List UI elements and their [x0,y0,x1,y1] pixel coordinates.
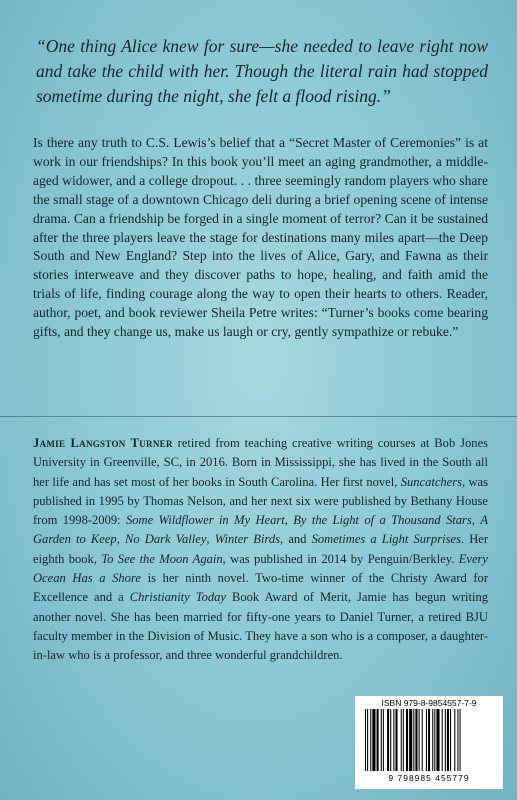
barcode-icon [361,709,497,773]
book-title: A Garden to Keep [33,513,488,547]
bio-text: is her ninth novel. Two-time winner of the Christy Award for Excellence and a [33,571,488,605]
bio-text: , was published in 1995 by Thomas Nelson, and her next six were published by Bethany House from 1998-2009: [33,474,488,528]
section-divider [0,416,517,417]
book-title: Winter Birds [214,532,281,547]
bio-text: Book Award of Merit, Jamie has begun writing another novel. She has been married for fifty-one years to Daniel Turner, a retired BJU faculty member in the Division of Music. They have a son who is a composer, a daughter-in-law who is a professor, and three wonderful grandchildren. [33,590,488,663]
book-title: Every Ocean Has a Shore [33,551,488,586]
pull-quote: “One thing Alice knew for sure—she needed to leave right now and take the child with her. Though the literal rain had stopped sometime during the night, she felt a flood rising.” [36,36,488,106]
isbn-label: ISBN 979-8-9854557-7-9 [381,698,477,708]
bio-text: , [116,532,126,547]
book-title: No Dark Valley [125,532,207,547]
bio-text: , was published in 2014 by Penguin/Berkley. [222,551,459,566]
isbn-barcode-box [355,696,503,789]
book-title: By the Light of a Thousand Stars [293,513,472,528]
bio-text: . Her eighth book, [33,532,489,566]
author-name: Jamie Langston Turner [33,436,173,450]
book-description: Is there any truth to C.S. Lewis’s belief that a “Secret Master of Ceremonies” is at work in our friendships? In this book you’ll meet an aging grandmother, a middle-aged widower, and a college dropout. . . three seemingly random players who share the small stage of a downtown Chicago deli during a brief opening scene of intense drama. Can a friendship be forged in a single moment of terror? Can it be sustained after the three players leave the stage for destinations many miles apart—the Deep South and New England? Step into the lives of Alice, Gary, and Fawna as their stories interweave and they discover paths to hope, healing, and faith amid the trials of life, finding courage along the way to open their hearts to others. Reader, author, poet, and book reviewer Sheila Petre writes: “Turner’s books come bearing gifts, and they change us, make us laugh or cry, gently sympathize or rebuke.” [33,135,488,340]
book-title: Some Wildflower in My Heart [125,513,285,528]
book-title: To See the Moon Again [101,551,223,566]
award-name: Christianity Today [129,590,226,605]
bio-text: , [471,513,481,528]
bio-text: , [284,513,294,528]
bio-text: retired from teaching creative writing courses at Bob Jones University in Greenville, SC, in 2016. Born in Mississippi, she has lived in the South all her life and has set most of her books in South Carolina. Her first novel, [33,436,489,489]
author-bio [33,434,488,666]
book-title: Sometimes a Light Surprises [311,532,461,547]
book-title: Suncatchers [400,474,463,489]
barcode-digits: 9 798985 455779 [388,773,470,783]
bio-text: , [206,532,215,547]
bio-text: , and [280,532,312,547]
